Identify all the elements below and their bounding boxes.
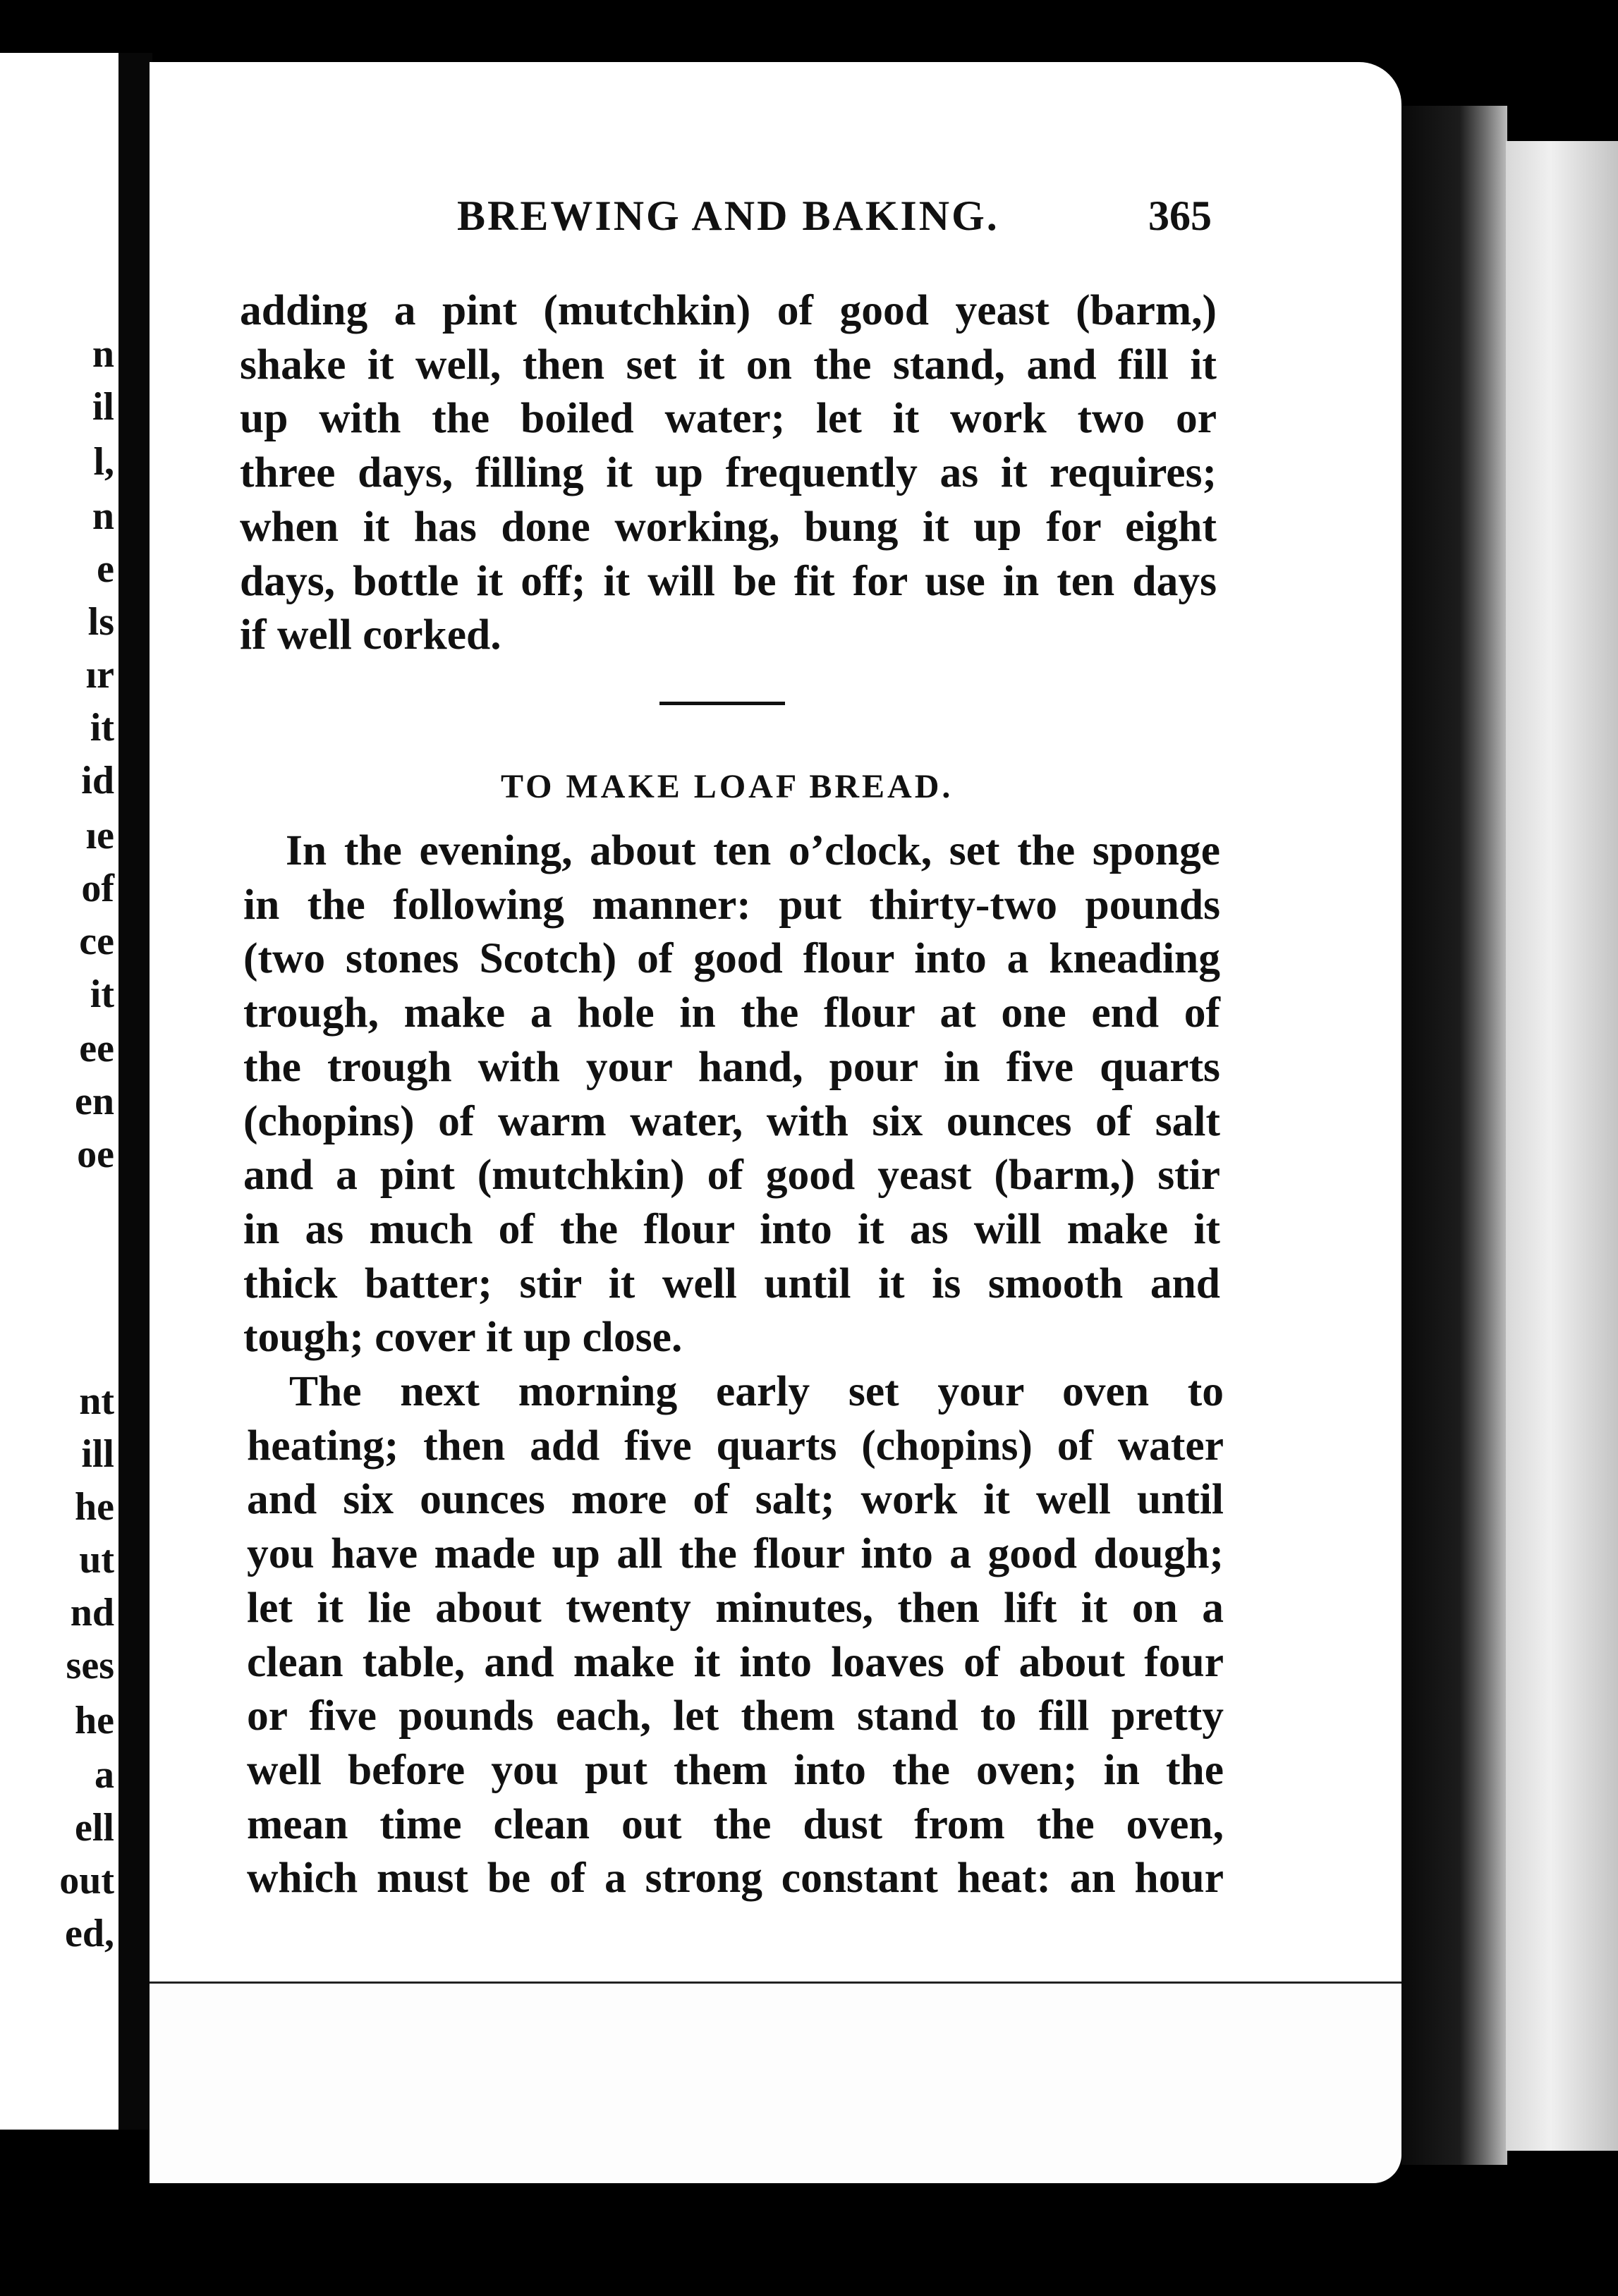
fragment: id	[81, 759, 114, 802]
text-line: trough, make a hole in the flour at one end of	[243, 989, 1220, 1037]
text-line: if well corked.	[240, 611, 501, 659]
paragraph-continuation	[240, 283, 1217, 662]
fragment: out	[59, 1859, 114, 1903]
text-line: in the following manner: put thirty-two pounds	[243, 880, 1220, 929]
fragment: ill	[81, 1432, 114, 1476]
section-divider	[659, 702, 785, 705]
fragment: ut	[79, 1538, 114, 1582]
fragment: il	[92, 385, 114, 429]
paragraph-sponge	[243, 824, 1220, 1364]
page-number: 365	[1148, 193, 1212, 239]
fragment: ee	[79, 1027, 114, 1070]
text-line: you have made up all the flour into a good dough;	[247, 1529, 1224, 1578]
fragment: e	[97, 547, 114, 591]
text-line: clean table, and make it into loaves of about four	[247, 1637, 1224, 1686]
book-gutter	[118, 53, 152, 2130]
fragment: ıe	[85, 814, 114, 857]
fragment: nt	[79, 1379, 114, 1423]
text-line: and six ounces more of salt; work it well until	[247, 1475, 1224, 1524]
fragment: n	[92, 332, 114, 376]
text-line: shake it well, then set it on the stand, and fill it	[240, 340, 1217, 389]
section-heading: TO MAKE LOAF BREAD.	[501, 768, 954, 805]
text-line: mean time clean out the dust from the oven,	[247, 1800, 1224, 1848]
text-line: or five pounds each, let them stand to fill pretty	[247, 1692, 1224, 1740]
fragment: a	[95, 1753, 114, 1797]
text-line: and a pint (mutchkin) of good yeast (barm,) stir	[243, 1151, 1220, 1199]
text-line: three days, filling it up frequently as it requires;	[240, 448, 1217, 497]
fragment: he	[75, 1485, 114, 1529]
text-line: adding a pint (mutchkin) of good yeast (barm,)	[240, 286, 1217, 334]
text-line: In the evening, about ten o’clock, set the sponge	[286, 826, 1220, 874]
running-head: BREWING AND BAKING.	[457, 193, 999, 239]
fragment: ell	[75, 1806, 114, 1850]
fragment: he	[75, 1699, 114, 1742]
text-line: thick batter; stir it well until it is smooth and	[243, 1259, 1220, 1307]
paragraph-morning	[247, 1364, 1224, 1905]
fragment: ed,	[65, 1912, 114, 1955]
page-stack-edge	[1506, 141, 1618, 2151]
text-line: let it lie about twenty minutes, then lift it on a	[247, 1583, 1224, 1632]
fragment: ce	[79, 920, 114, 963]
text-line: when it has done working, bung it up for eight	[240, 502, 1217, 551]
text-line: (chopins) of warm water, with six ounces of salt	[243, 1097, 1220, 1145]
fragment: nd	[70, 1591, 114, 1635]
text-line: which must be of a strong constant heat: an hour	[247, 1854, 1224, 1903]
facing-page-edge	[0, 53, 118, 2130]
fragment: en	[75, 1080, 114, 1123]
fragment: l,	[93, 440, 114, 484]
fragment: it	[90, 972, 114, 1016]
text-line: well before you put them into the oven; in the	[247, 1745, 1224, 1794]
text-line: in as much of the flour into it as will make it	[243, 1204, 1220, 1253]
text-line: The next morning early set your oven to	[289, 1367, 1224, 1415]
text-line: (two stones Scotch) of good flour into a kneading	[243, 934, 1220, 983]
fragment: oe	[77, 1132, 114, 1176]
fragment: ls	[87, 600, 114, 644]
fragment: ır	[85, 653, 114, 697]
page-bottom-margin	[150, 1981, 1401, 2183]
text-line: tough; cover it up close.	[243, 1313, 683, 1362]
text-line: days, bottle it off; it will be fit for use in ten days	[240, 556, 1217, 605]
fragment: ses	[66, 1644, 114, 1687]
page-edge-shadow	[1401, 106, 1507, 2165]
fragment: of	[81, 867, 114, 910]
text-line: the trough with your hand, pour in five quarts	[243, 1042, 1220, 1091]
facing-page-text-fragments	[0, 53, 118, 2130]
text-line: heating; then add five quarts (chopins) of water	[247, 1421, 1224, 1470]
fragment: it	[90, 706, 114, 750]
text-line: up with the boiled water; let it work two or	[240, 394, 1217, 443]
fragment: n	[92, 494, 114, 538]
